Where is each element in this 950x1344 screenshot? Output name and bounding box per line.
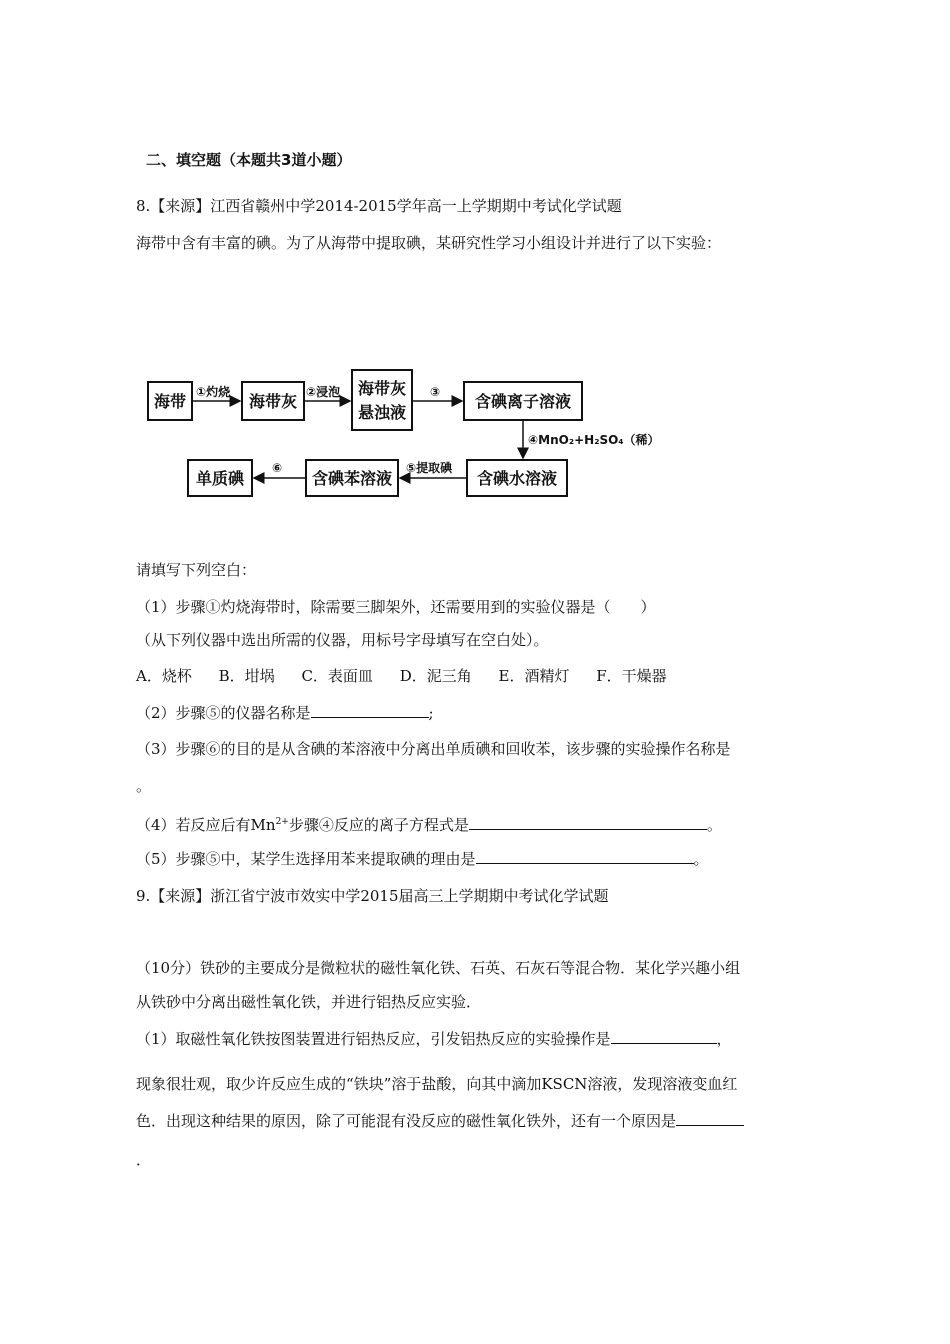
q8-p5 — [136, 849, 709, 869]
q9-l5 — [136, 1111, 744, 1131]
q9-l2: 从铁砂中分离出磁性氧化铁，并进行铝热反应实验． — [136, 993, 482, 1011]
option-e: E．酒精灯 — [498, 667, 570, 685]
option-d: D．泥三角 — [399, 667, 472, 685]
answer-blank-q9-1[interactable] — [611, 1029, 717, 1044]
q8-p3-end: 。 — [136, 777, 152, 795]
step5-label: ⑤提取碘 — [406, 461, 453, 475]
q8-p1-a: （1）步骤①灼烧海带时，除需要三脚架外，还需要用到的实验仪器是（ ） — [136, 598, 656, 616]
box-dianben-label: 含碘苯溶液 — [311, 469, 393, 488]
q9-l1: （10分）铁砂的主要成分是微粒状的磁性氧化铁、石英、石灰石等混合物．某化学兴趣小组 — [136, 959, 741, 977]
box-haidaihui-label: 海带灰 — [248, 392, 298, 411]
q8-intro: 海带中含有丰富的碘。为了从海带中提取碘，某研究性学习小组设计并进行了以下实验： — [136, 234, 722, 252]
answer-blank-q9-2[interactable] — [676, 1111, 744, 1126]
q8-p4-text-b: 步骤④反应的离子方程式是 — [288, 816, 469, 834]
q9-l5-text: 色．出现这种结果的原因，除了可能混有没反应的磁性氧化铁外，还有一个原因是 — [136, 1112, 677, 1130]
q8-p5-end: 。 — [693, 850, 709, 868]
box-haidai-label: 海带 — [153, 392, 187, 411]
q8-prompt: 请填写下列空白： — [136, 561, 257, 579]
answer-blank-p4[interactable] — [469, 815, 707, 830]
box-danzhidian-label: 单质碘 — [195, 469, 245, 488]
option-f: F．干燥器 — [596, 667, 667, 685]
q8-p2 — [136, 703, 434, 723]
q9-l3-end: ， — [716, 1030, 732, 1048]
q9-l6: ． — [136, 1151, 152, 1169]
q8-p2-end: ; — [428, 704, 434, 722]
q8-p3: （3）步骤⑥的目的是从含碘的苯溶液中分离出单质碘和回收苯，该步骤的实验操作名称是 — [136, 740, 731, 758]
step3-label: ③ — [430, 385, 441, 399]
q9-source: 9.【来源】浙江省宁波市效实中学2015届高三上学期期中考试化学试题 — [136, 887, 609, 905]
option-c: C．表面皿 — [301, 667, 373, 685]
step6-label: ⑥ — [272, 461, 283, 475]
box-dianshui-label: 含碘水溶液 — [476, 469, 558, 488]
answer-blank-p5[interactable] — [476, 849, 694, 864]
q8-p5-text: （5）步骤⑤中，某学生选择用苯来提取碘的理由是 — [136, 850, 476, 868]
q8-p4-text-a: （4）若反应后有Mn — [136, 816, 276, 834]
iodine-extraction-flowchart — [140, 360, 660, 500]
q8-options — [136, 666, 689, 686]
q8-source: 8.【来源】江西省赣州中学2014-2015学年高一上学期期中考试化学试题 — [136, 197, 622, 215]
answer-blank-p2[interactable] — [311, 703, 429, 718]
step4-label: ④MnO₂+H₂SO₄（稀） — [528, 433, 660, 447]
box-xuanzhuoye-label-1: 海带灰 — [357, 379, 407, 398]
option-a: A．烧杯 — [136, 667, 192, 685]
q9-l3-text: （1）取磁性氧化铁按图装置进行铝热反应，引发铝热反应的实验操作是 — [136, 1030, 611, 1048]
option-b: B．坩埚 — [218, 667, 275, 685]
q8-p1-b: （从下列仪器中选出所需的仪器，用标号字母填写在空白处）。 — [136, 631, 549, 649]
q9-l4: 现象很壮观，取少许反应生成的“铁块”溶于盐酸，向其中滴加KSCN溶液，发现溶液变血红 — [136, 1075, 738, 1093]
q8-p4 — [136, 812, 722, 835]
box-xuanzhuoye-label-2: 悬浊液 — [357, 403, 407, 422]
step1-label: ①灼烧 — [196, 385, 231, 399]
q8-p2-text: （2）步骤⑤的仪器名称是 — [136, 704, 311, 722]
q9-l3 — [136, 1029, 732, 1049]
q8-p4-end: 。 — [706, 816, 722, 834]
step2-label: ②浸泡 — [306, 385, 341, 399]
box-dianlizi-label: 含碘离子溶液 — [474, 392, 572, 411]
mn-charge: 2+ — [275, 817, 289, 827]
section-title: 二、填空题（本题共3道小题） — [146, 151, 352, 169]
